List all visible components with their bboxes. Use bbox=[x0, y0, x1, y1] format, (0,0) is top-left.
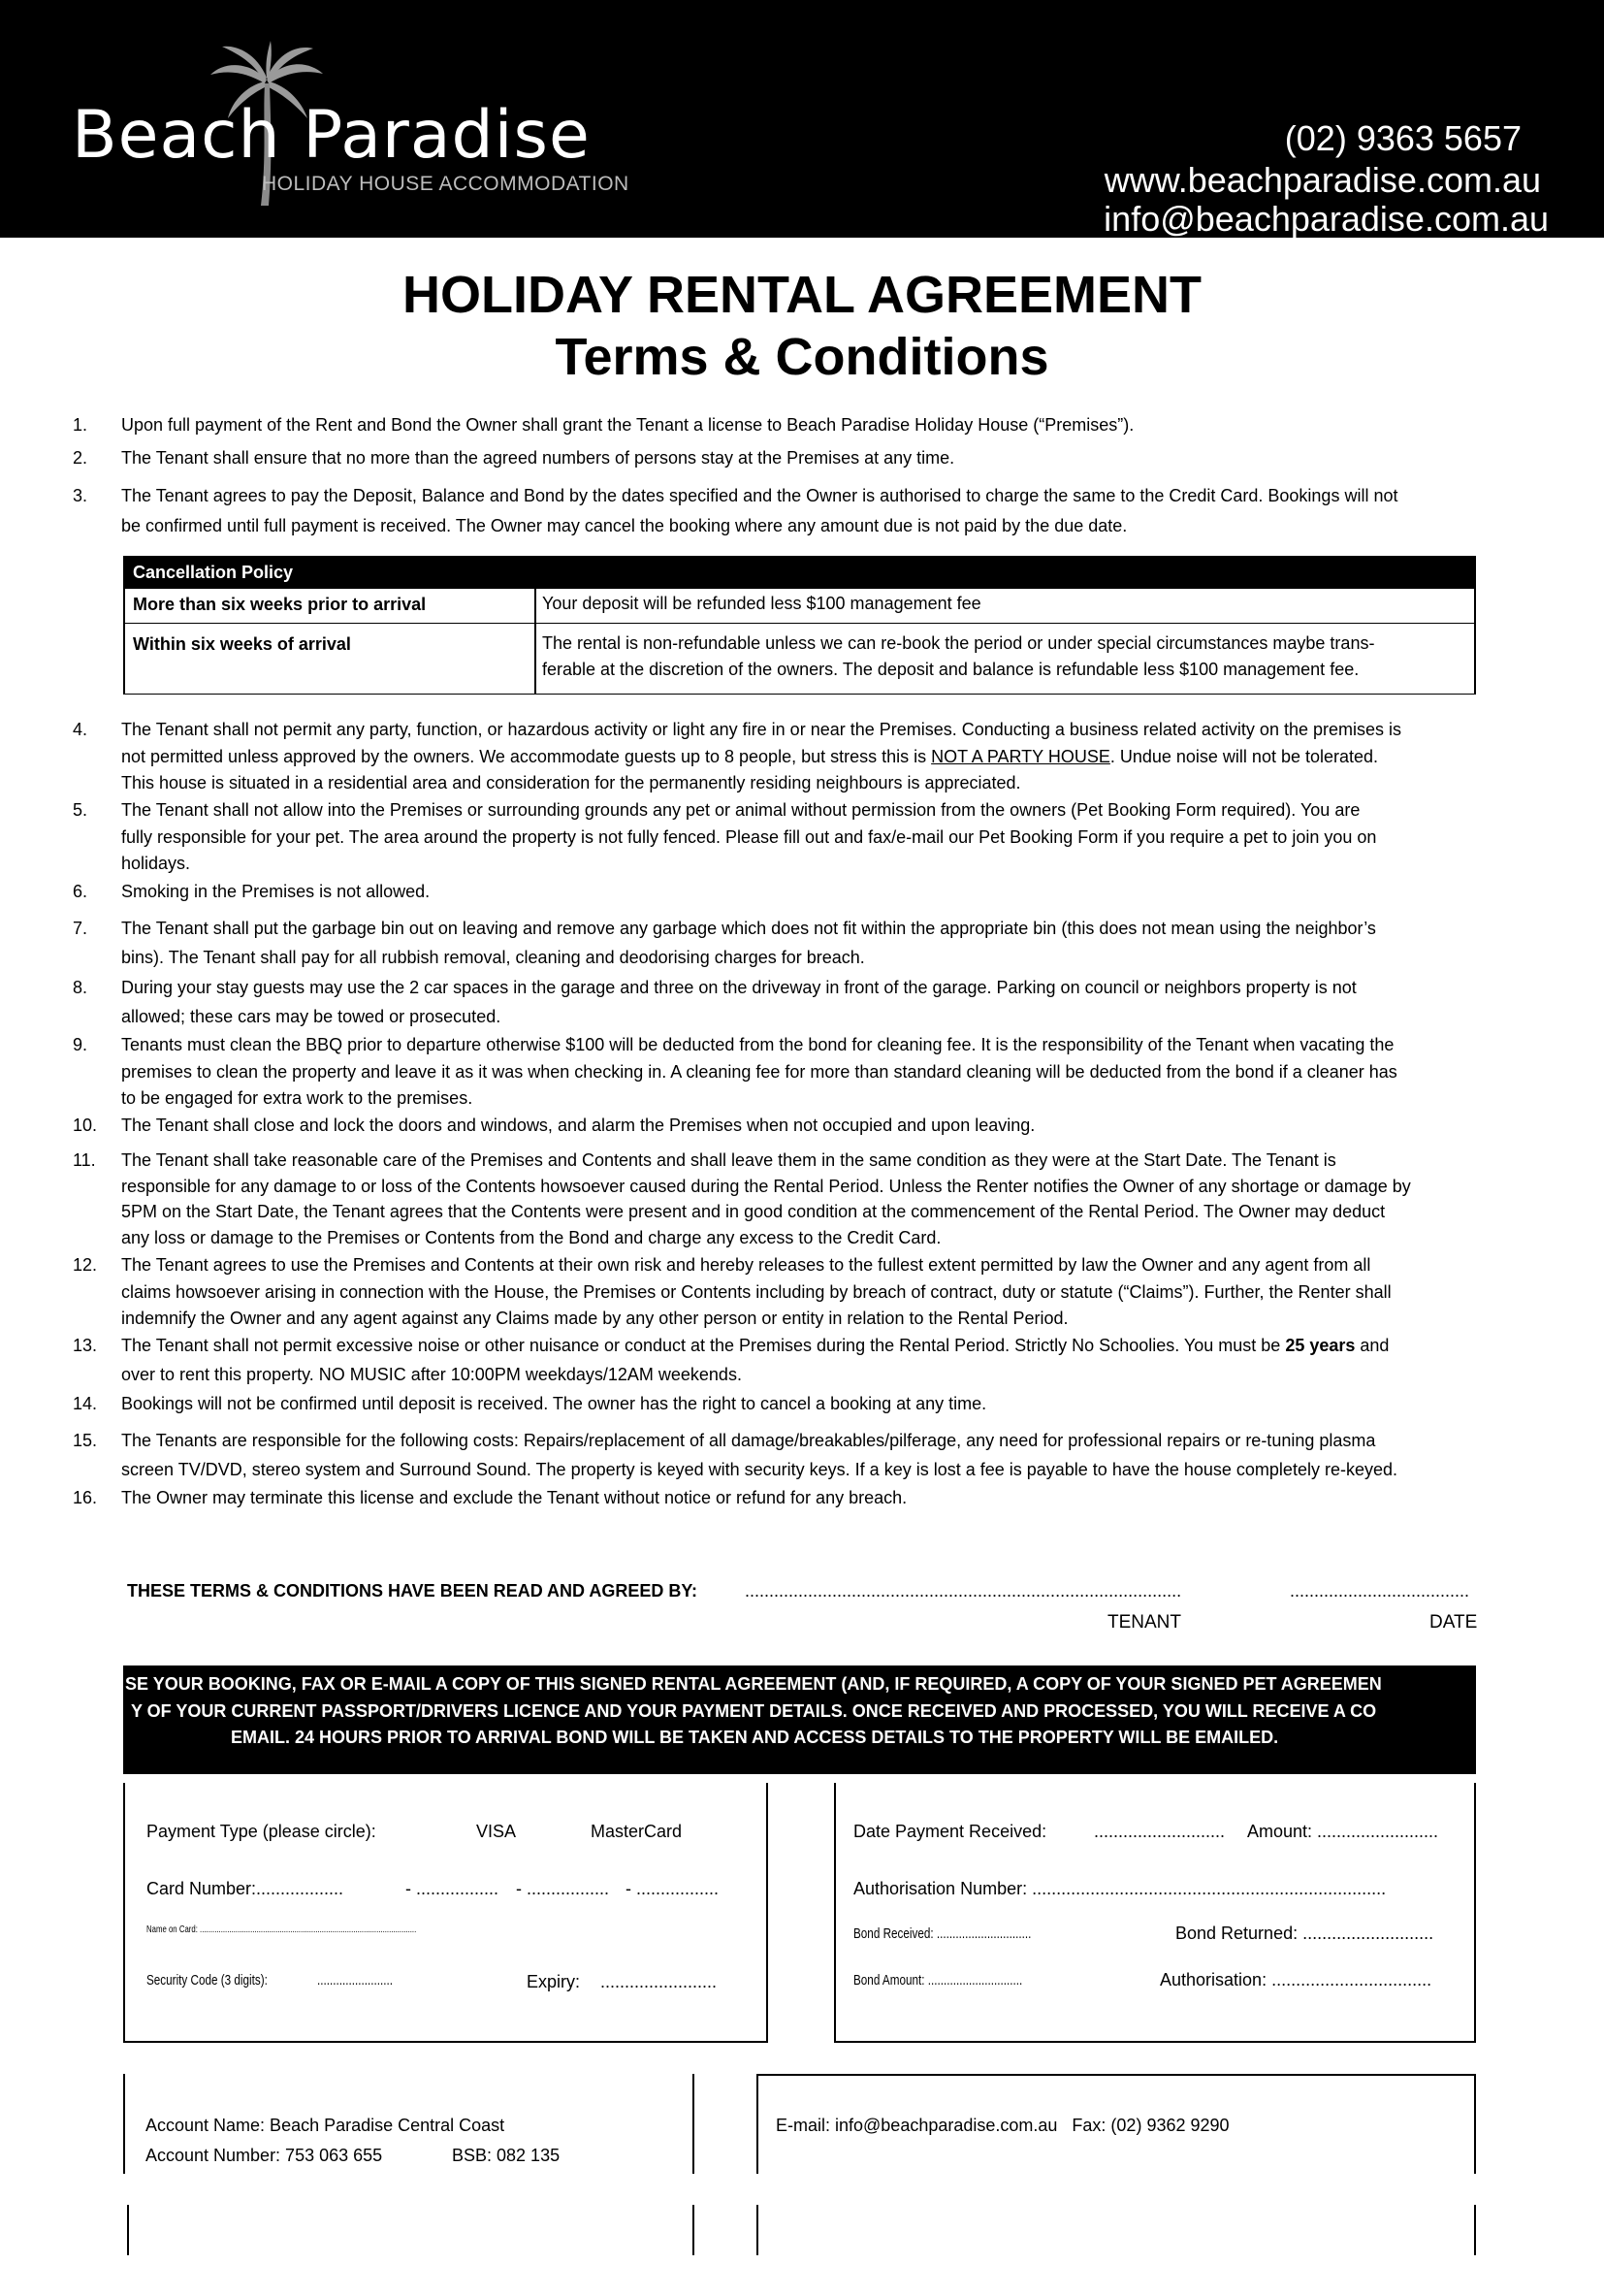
tenant-signature-field[interactable]: .......................................................................................... bbox=[745, 1581, 1182, 1601]
clause-text: The Owner may terminate this license and exclude the Tenant without notice or refund for any breach. bbox=[121, 1488, 908, 1507]
clause-number: 7. bbox=[73, 919, 88, 938]
clause-text: . Undue noise will not be tolerated. bbox=[1109, 746, 1379, 766]
date-label: DATE bbox=[1429, 1612, 1478, 1633]
clause-number: 10. bbox=[73, 1116, 98, 1135]
clause-text: 5PM on the Start Date, the Tenant agrees that the Contents were present and in good condition at the commencement of the Rental Period. The Owner may deduct bbox=[121, 1202, 1386, 1221]
clause-number: 16. bbox=[73, 1488, 98, 1507]
date-received-label: Date Payment Received: bbox=[853, 1822, 1047, 1841]
clause-text: Bookings will not be confirmed until deposit is received. The owner has the right to cancel a booking at any time. bbox=[121, 1394, 987, 1413]
clause-text: The Tenant shall not permit excessive noise or other nuisance or conduct at the Premises during the Rental Period. Strictly No Schoolies. You must be bbox=[121, 1336, 1286, 1355]
account-bsb: BSB: 082 135 bbox=[452, 2146, 561, 2165]
account-box-border bbox=[692, 2074, 694, 2174]
clause-number: 13. bbox=[73, 1336, 98, 1355]
clause-text: The Tenant shall ensure that no more than the agreed numbers of persons stay at the Premises at any time. bbox=[121, 448, 955, 468]
account-box-border bbox=[123, 2074, 125, 2174]
cancellation-policy: Your deposit will be refunded less $100 management fee bbox=[542, 594, 981, 613]
clause-text: The Tenant shall not allow into the Premises or surrounding grounds any pet or animal without permission from the owners (Pet Booking Form required). You are bbox=[121, 800, 1361, 820]
account-box-border bbox=[692, 2205, 694, 2255]
clause-number: 11. bbox=[73, 1150, 96, 1170]
mastercard-option[interactable]: MasterCard bbox=[591, 1822, 683, 1841]
clause-text: holidays. bbox=[121, 854, 191, 873]
name-on-card-field[interactable]: Name on Card: ....................................................................................................... bbox=[146, 1924, 417, 1935]
clause-text: over to rent this property. NO MUSIC after 10:00PM weekdays/12AM weekends. bbox=[121, 1365, 742, 1384]
security-code-label: Security Code (3 digits): bbox=[146, 1972, 268, 1989]
cancellation-policy-table bbox=[123, 556, 1476, 695]
card-number-segment[interactable]: - ................. bbox=[405, 1879, 499, 1898]
clause-number: 2. bbox=[73, 448, 88, 468]
clause-number: 4. bbox=[73, 720, 88, 739]
bond-received-field[interactable]: Bond Received: .............................. bbox=[853, 1925, 1032, 1942]
clause-text: indemnify the Owner and any agent against any Claims made by any other person or entity in relation to the Rental Period. bbox=[121, 1309, 1069, 1328]
security-code-field[interactable]: ........................ bbox=[317, 1972, 394, 1989]
clause-text: This house is situated in a residential area and consideration for the permanently residing neighbours is appreciated. bbox=[121, 773, 1021, 792]
amount-field[interactable]: Amount: ......................... bbox=[1247, 1822, 1439, 1841]
cancellation-heading: Cancellation Policy bbox=[125, 556, 1474, 589]
account-box-border bbox=[756, 2074, 1476, 2076]
clause-text: Upon full payment of the Rent and Bond the Owner shall grant the Tenant a license to Beach Paradise Holiday House (“Premises”). bbox=[121, 415, 1135, 435]
clause-text: allowed; these cars may be towed or prosecuted. bbox=[121, 1007, 501, 1026]
clause-number: 9. bbox=[73, 1035, 88, 1054]
date-signature-field[interactable]: ..................................... bbox=[1290, 1581, 1470, 1601]
notice-line: EMAIL. 24 HOURS PRIOR TO ARRIVAL BOND WILL BE TAKEN AND ACCESS DETAILS TO THE PROPERTY WILL BE EMAILED. bbox=[231, 1728, 1279, 1747]
office-use-box bbox=[834, 1783, 1476, 2043]
clause-text: responsible for any damage to or loss of the Contents howsoever caused during the Rental Period. Unless the Renter notifies the Owner of any shortage or damage by bbox=[121, 1176, 1411, 1196]
clause-text: claims howsoever arising in connection with the House, the Premises or Contents including by breach of contract, duty or statute (“Claims”). Further, the Renter shall bbox=[121, 1281, 1392, 1302]
expiry-field[interactable]: ........................ bbox=[600, 1972, 718, 1991]
account-box-border bbox=[1474, 2205, 1476, 2255]
card-number-segment[interactable]: - ................. bbox=[626, 1879, 720, 1898]
booking-notice-banner bbox=[123, 1665, 1476, 1774]
clause-number: 1. bbox=[73, 415, 88, 435]
cancellation-policy: The rental is non-refundable unless we can re-book the period or under special circumstances maybe trans- bbox=[542, 633, 1375, 653]
account-box-border bbox=[756, 2205, 758, 2255]
clause-text: The Tenant shall take reasonable care of the Premises and Contents and shall leave them in the same condition as they were at the Start Date. The Tenant is bbox=[121, 1150, 1336, 1170]
contact-website[interactable]: www.beachparadise.com.au bbox=[1104, 160, 1541, 200]
account-box-border bbox=[756, 2074, 758, 2174]
document-subtitle: Terms & Conditions bbox=[555, 328, 1049, 386]
clause-text: The Tenant agrees to use the Premises and Contents at their own risk and hereby releases to the fullest extent permitted by law the Owner and any agent from all bbox=[121, 1255, 1371, 1275]
party-house-emphasis: NOT A PARTY HOUSE bbox=[931, 746, 1110, 766]
clause-number: 3. bbox=[73, 486, 88, 505]
contact-phone: (02) 9363 5657 bbox=[1284, 118, 1522, 158]
clause-text: bins). The Tenant shall pay for all rubbish removal, cleaning and deodorising charges for breach. bbox=[121, 948, 865, 967]
clause-number: 14. bbox=[73, 1394, 98, 1413]
clause-text: During your stay guests may use the 2 car spaces in the garage and three on the driveway in front of the garage. Parking on council or neighbors property is not bbox=[121, 978, 1357, 997]
authorisation-field[interactable]: Authorisation: ................................. bbox=[1160, 1970, 1432, 1989]
clause-text: be confirmed until full payment is received. The Owner may cancel the booking where any amount due is not paid by the due date. bbox=[121, 516, 1128, 535]
clause-text: Tenants must clean the BBQ prior to departure otherwise $100 will be deducted from the bond for cleaning fee. It is the responsibility of the Tenant when vacating the bbox=[121, 1035, 1395, 1054]
notice-line: SE YOUR BOOKING, FAX OR E-MAIL A COPY OF THIS SIGNED RENTAL AGREEMENT (AND, IF REQUIRED, A COPY OF YOUR SIGNED PET AGREEMEN bbox=[125, 1674, 1382, 1694]
account-name: Account Name: Beach Paradise Central Coast bbox=[145, 2116, 505, 2135]
card-number-field[interactable]: Card Number:.................. bbox=[146, 1879, 344, 1898]
account-box-border bbox=[127, 2205, 129, 2255]
authorisation-number-field[interactable]: Authorisation Number: ......................................................................... bbox=[853, 1879, 1387, 1898]
table-row bbox=[125, 589, 1474, 624]
clause-number: 8. bbox=[73, 978, 88, 997]
table-row bbox=[125, 629, 1474, 695]
clause-text: premises to clean the property and leave it as it was when checking in. A cleaning fee for more than standard cleaning will be deducted from the bond if a cleaner has bbox=[121, 1061, 1397, 1082]
card-number-segment[interactable]: - ................. bbox=[516, 1879, 610, 1898]
account-number: Account Number: 753 063 655 bbox=[145, 2146, 383, 2165]
document-title: HOLIDAY RENTAL AGREEMENT bbox=[401, 266, 1203, 324]
contact-email[interactable]: info@beachparadise.com.au bbox=[1104, 199, 1549, 239]
date-received-field[interactable]: ........................... bbox=[1094, 1822, 1226, 1841]
account-contact: E-mail: info@beachparadise.com.au Fax: (02) 9362 9290 bbox=[776, 2116, 1230, 2135]
header-banner bbox=[0, 0, 1604, 238]
clause-number: 5. bbox=[73, 800, 88, 820]
clause-text: The Tenants are responsible for the following costs: Repairs/replacement of all damage/breakables/pilferage, any need for professional repairs or re-tuning plasma bbox=[121, 1431, 1376, 1450]
clause-text: screen TV/DVD, stereo system and Surround Sound. The property is keyed with security keys. If a key is lost a fee is payable to have the house completely re-keyed. bbox=[121, 1460, 1397, 1479]
clause-text: The Tenant shall not permit any party, function, or hazardous activity or light any fire in or near the Premises. Conducting a business related activity on the premises is bbox=[121, 720, 1401, 739]
brand-name: Beach Paradise bbox=[72, 97, 591, 174]
account-box-border bbox=[1474, 2074, 1476, 2174]
visa-option[interactable]: VISA bbox=[476, 1822, 517, 1841]
clause-text: any loss or damage to the Premises or Contents from the Bond and charge any excess to the Credit Card. bbox=[121, 1227, 942, 1247]
bond-returned-field[interactable]: Bond Returned: ........................... bbox=[1175, 1924, 1434, 1943]
age-requirement: 25 years bbox=[1285, 1336, 1356, 1355]
clause-text: and bbox=[1355, 1336, 1390, 1355]
notice-line: Y OF YOUR CURRENT PASSPORT/DRIVERS LICENCE AND YOUR PAYMENT DETAILS. ONCE RECEIVED AND PROCESSED, YOU WILL RECEIVE A CO bbox=[131, 1701, 1377, 1721]
clause-text: The Tenant shall put the garbage bin out on leaving and remove any garbage which does not fit within the appropriate bin (this does not mean using the neighbor’s bbox=[121, 919, 1376, 938]
cancellation-when: More than six weeks prior to arrival bbox=[133, 595, 427, 614]
clause-text: The Tenant shall close and lock the doors and windows, and alarm the Premises when not occupied and upon leaving. bbox=[121, 1116, 1036, 1135]
clause-number: 15. bbox=[73, 1431, 98, 1450]
expiry-label: Expiry: bbox=[527, 1972, 581, 1991]
payment-details-box bbox=[123, 1783, 768, 2043]
clause-text: Smoking in the Premises is not allowed. bbox=[121, 882, 431, 901]
agreement-statement: THESE TERMS & CONDITIONS HAVE BEEN READ AND AGREED BY: bbox=[127, 1581, 698, 1601]
bond-amount-field[interactable]: Bond Amount: .............................. bbox=[853, 1972, 1023, 1989]
clause-text: The Tenant agrees to pay the Deposit, Balance and Bond by the dates specified and the Owner is authorised to charge the same to the Credit Card. Bookings will not bbox=[121, 486, 1398, 505]
clause-text: fully responsible for your pet. The area around the property is not fully fenced. Please fill out and fax/e-mail our Pet Booking Form if you require a pet to join you on bbox=[121, 826, 1377, 847]
clause-number: 6. bbox=[73, 882, 88, 901]
cancellation-when: Within six weeks of arrival bbox=[133, 634, 351, 654]
payment-type-label: Payment Type (please circle): bbox=[146, 1822, 376, 1841]
clause-text: to be engaged for extra work to the premises. bbox=[121, 1088, 473, 1108]
clause-number: 12. bbox=[73, 1255, 98, 1275]
brand-tagline: HOLIDAY HOUSE ACCOMMODATION bbox=[262, 173, 629, 195]
clause-text: not permitted unless approved by the owners. We accommodate guests up to 8 people, but stress this is bbox=[121, 746, 932, 766]
cancellation-policy: ferable at the discretion of the owners. The deposit and balance is refundable less $100 management fee. bbox=[542, 660, 1360, 679]
tenant-label: TENANT bbox=[1107, 1612, 1181, 1633]
